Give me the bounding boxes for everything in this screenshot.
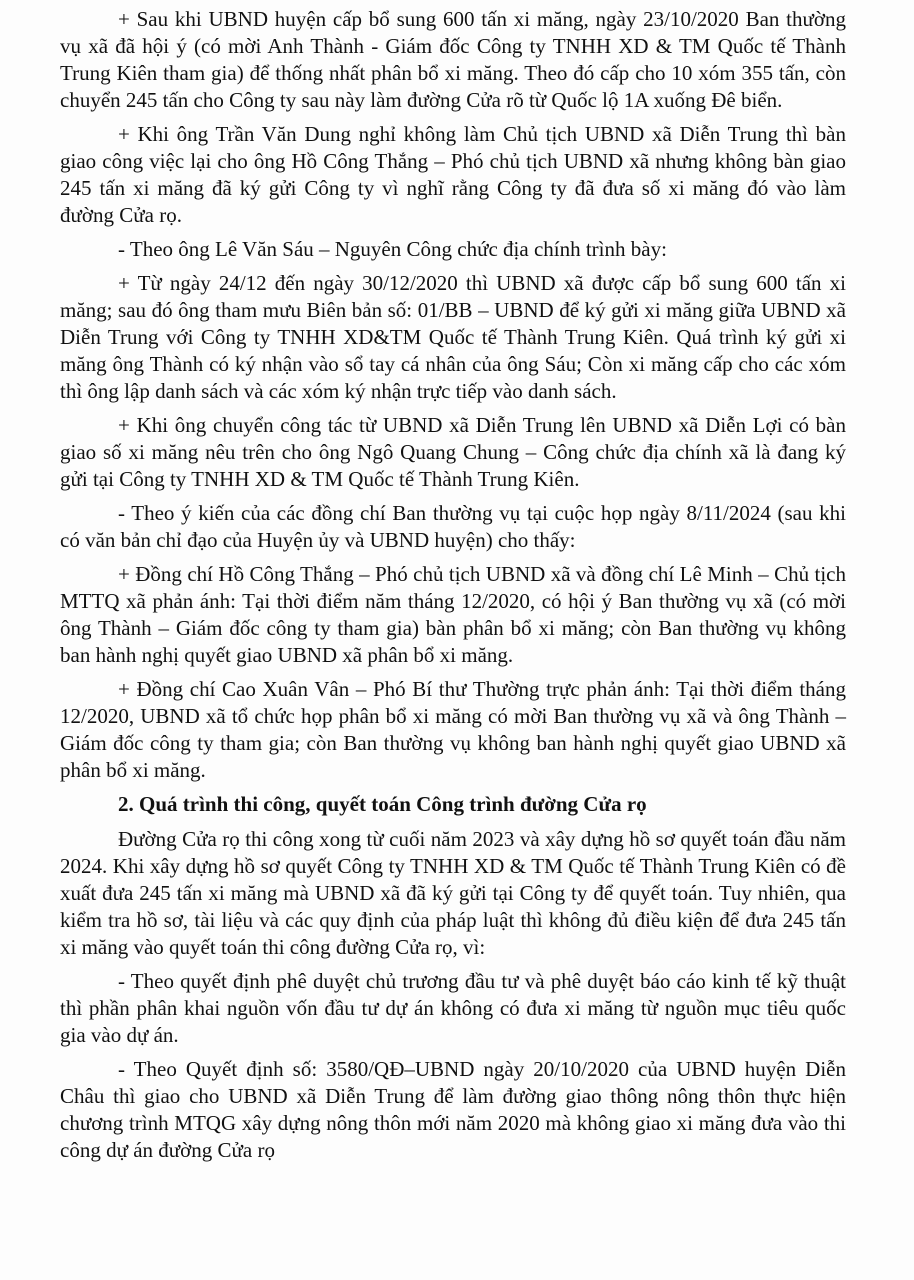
paragraph-thang-minh-report: + Đồng chí Hồ Công Thắng – Phó chủ tịch UBND xã và đồng chí Lê Minh – Chủ tịch MTTQ xã phản ánh: Tại thời điểm năm tháng 12/2020, có hội ý Ban thường vụ xã (có mời ông Thành – Giám đốc công ty tham gia) bàn phân bổ xi măng; còn Ban thường vụ không ban hành nghị quyết giao UBND xã phân bổ xi măng. [60, 562, 846, 667]
paragraph-standing-committee-opinion: - Theo ý kiến của các đồng chí Ban thường vụ tại cuộc họp ngày 8/11/2024 (sau khi có văn bản chỉ đạo của Huyện ủy và UBND huyện) cho thấy: [60, 501, 846, 552]
paragraph-sau-transfer: + Khi ông chuyển công tác từ UBND xã Diễn Trung lên UBND xã Diễn Lợi có bàn giao số xi măng nêu trên cho ông Ngô Quang Chung – Công chức địa chính xã là đang ký gửi tại Công ty TNHH XD & TM Quốc tế Thành Trung Kiên. [60, 413, 846, 491]
paragraph-sau-consignment: + Từ ngày 24/12 đến ngày 30/12/2020 thì UBND xã được cấp bổ sung 600 tấn xi măng; sau đó ông tham mưu Biên bản số: 01/BB – UBND để ký gửi xi măng giữa UBND xã Diễn Trung với Công ty TNHH XD&TM Quốc tế Thành Trung Kiên. Quá trình ký gửi xi măng ông Thành có ký nhận vào sổ tay cá nhân của ông Sáu; Còn xi măng cấp cho các xóm thì ông lập danh sách và các xóm ký nhận trực tiếp vào danh sách. [60, 271, 846, 403]
paragraph-investment-decision: - Theo quyết định phê duyệt chủ trương đầu tư và phê duyệt báo cáo kinh tế kỹ thuật thì phần phân khai nguồn vốn đầu tư dự án không có đưa xi măng từ nguồn mục tiêu quốc gia vào dự án. [60, 969, 846, 1047]
paragraph-decision-3580: - Theo Quyết định số: 3580/QĐ–UBND ngày 20/10/2020 của UBND huyện Diễn Châu thì giao cho UBND xã Diễn Trung để làm đường giao thông nông thôn thực hiện chương trình MTQG xây dựng nông thôn mới năm 2020 mà không giao xi măng đưa vào thi công dự án đường Cửa rọ [60, 1057, 846, 1162]
section-heading: 2. Quá trình thi công, quyết toán Công trình đường Cửa rọ [118, 792, 647, 816]
document-body [60, 6, 846, 1171]
paragraph-settlement: Đường Cửa rọ thi công xong từ cuối năm 2023 và xây dựng hồ sơ quyết toán đầu năm 2024. Khi xây dựng hồ sơ quyết Công ty TNHH XD & TM Quốc tế Thành Trung Kiên có đề xuất đưa 245 tấn xi măng mà UBND xã đã ký gửi tại Công ty để quyết toán. Tuy nhiên, qua kiểm tra hồ sơ, tài liệu và các quy định của pháp luật thì không đủ điều kiện để đưa 245 tấn xi măng vào quyết toán thi công đường Cửa rọ, vì: [60, 827, 846, 959]
paragraph-handover-dung: + Khi ông Trần Văn Dung nghỉ không làm Chủ tịch UBND xã Diễn Trung thì bàn giao công việc lại cho ông Hồ Công Thắng – Phó chủ tịch UBND xã nhưng không bàn giao 245 tấn xi măng đã ký gửi Công ty vì nghĩ rằng Công ty đã đưa số xi măng đó vào làm đường Cửa rọ. [60, 122, 846, 227]
paragraph-sau-statement-intro: - Theo ông Lê Văn Sáu – Nguyên Công chức địa chính trình bày: [118, 237, 667, 261]
paragraph-cement-allocation: + Sau khi UBND huyện cấp bổ sung 600 tấn xi măng, ngày 23/10/2020 Ban thường vụ xã đã hội ý (có mời Anh Thành - Giám đốc Công ty TNHH XD & TM Quốc tế Thành Trung Kiên tham gia) để thống nhất phân bổ xi măng. Theo đó cấp cho 10 xóm 355 tấn, còn chuyển 245 tấn cho Công ty sau này làm đường Cửa rõ từ Quốc lộ 1A xuống Đê biển. [60, 7, 846, 112]
paragraph-van-report: + Đồng chí Cao Xuân Vân – Phó Bí thư Thường trực phản ánh: Tại thời điểm tháng 12/2020, UBND xã tổ chức họp phân bổ xi măng có mời Ban thường vụ xã và ông Thành – Giám đốc công ty tham gia; còn Ban thường vụ không ban hành nghị quyết giao UBND xã phân bổ xi măng. [60, 677, 846, 782]
